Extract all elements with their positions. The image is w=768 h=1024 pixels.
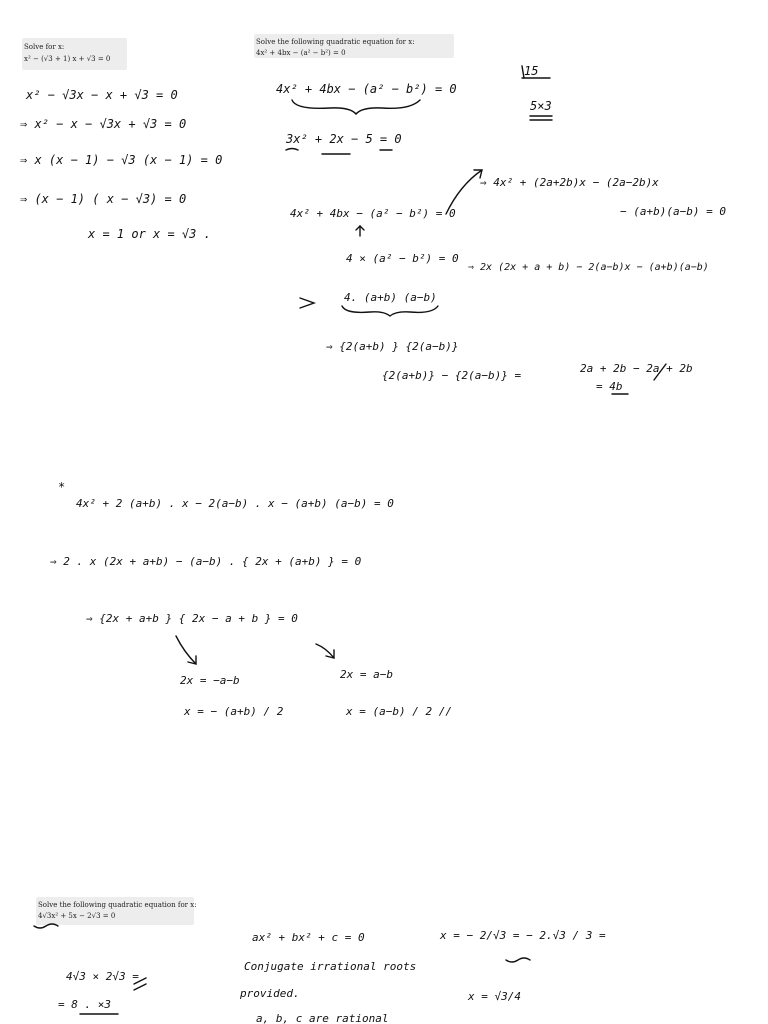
arrow-up-head	[356, 226, 364, 230]
s1-line-4: ⇒ (x − 1) ( x − √3) = 0	[20, 192, 187, 206]
s2-product-1: 4 × (a² − b²) = 0	[346, 252, 459, 265]
s3-root-1b: x = − (a+b) / 2	[184, 705, 284, 718]
s3-asterisk: *	[58, 480, 66, 494]
s1-line-2: ⇒ x² − x − √3x + √3 = 0	[20, 117, 187, 131]
s2-difference: {2(a+b)} − {2(a−b)} =	[382, 369, 522, 382]
question-1-title: Solve for x:	[24, 43, 65, 51]
s4-note-1: Conjugate irrational roots	[244, 960, 417, 973]
s1-line-3: ⇒ x (x − 1) − √3 (x − 1) = 0	[20, 153, 223, 167]
question-3-equation: 4√3x² + 5x − 2√3 = 0	[38, 912, 116, 920]
arrow-root-1	[176, 636, 196, 664]
s4-note-3: a, b, c are rational	[256, 1012, 389, 1024]
s3-root-2b: x = (a−b) / 2 //	[346, 705, 452, 718]
s3-root-1a: 2x = −a−b	[180, 674, 240, 687]
s2-rhs-1b: − (a+b)(a−b) = 0	[620, 205, 726, 218]
s2-side-5x3: 5×3	[530, 99, 552, 113]
question-1-equation: x² − (√3 + 1) x + √3 = 0	[24, 55, 111, 63]
s2-rhs-2: ⇒ 2x (2x + a + b) − 2(a−b)x − (a+b)(a−b)	[468, 262, 709, 273]
s2-equation: 4x² + 4bx − (a² − b²) = 0	[276, 82, 457, 96]
s2-rhs-1a: ⇒ 4x² + (2a+2b)x − (2a−2b)x	[480, 176, 659, 189]
brace-under-equation	[292, 100, 420, 114]
s4-line-2: = 8 . ×3	[58, 998, 111, 1011]
s2-difference-result: 2a + 2b − 2a + 2b	[580, 362, 693, 375]
underline-3x2	[286, 149, 298, 151]
s4-note-2: provided.	[240, 987, 300, 1000]
s4-root-1: x = − 2/√3 = − 2.√3 / 3 =	[440, 929, 606, 942]
question-3-title: Solve the following quadratic equation for x:	[38, 901, 197, 909]
question-2-title: Solve the following quadratic equation for x:	[256, 38, 415, 46]
s2-difference-value: = 4b	[596, 380, 623, 393]
arrow-root-2	[316, 644, 334, 658]
s1-line-1: x² − √3x − x + √3 = 0	[26, 88, 178, 102]
s2-side-15: 15	[524, 64, 539, 78]
s4-line-1: 4√3 × 2√3 =	[66, 970, 139, 983]
tick-mark-2	[134, 984, 146, 990]
question-2-equation: 4x² + 4bx − (a² − b²) = 0	[256, 49, 346, 57]
squiggle-root	[506, 958, 530, 962]
s4-general-form: ax² + bx² + c = 0	[252, 931, 365, 944]
s3-line-3: ⇒ {2x + a+b } { 2x − a + b } = 0	[86, 612, 298, 625]
brace-under-product	[342, 306, 438, 316]
arrow-root-2-head	[326, 650, 334, 658]
s3-root-2a: 2x = a−b	[340, 668, 393, 681]
s2-equation-2: 4x² + 4bx − (a² − b²) = 0	[290, 207, 456, 220]
s3-line-2: ⇒ 2 . x (2x + a+b) − (a−b) . { 2x + (a+b) } = 0	[50, 555, 362, 568]
s1-line-5: x = 1 or x = √3 .	[88, 227, 211, 241]
s2-product-2: 4. (a+b) (a−b)	[344, 291, 437, 304]
s2-trial: 3x² + 2x − 5 = 0	[286, 132, 402, 146]
s3-line-1: 4x² + 2 (a+b) . x − 2(a−b) . x − (a+b) (a−b) = 0	[76, 497, 394, 510]
s2-pairs: ⇒ {2(a+b) } {2(a−b)}	[326, 340, 459, 353]
arrow-root-1-head	[188, 656, 196, 664]
s4-root-2: x = √3/4	[468, 990, 521, 1003]
arrow-implies-product	[300, 298, 314, 308]
